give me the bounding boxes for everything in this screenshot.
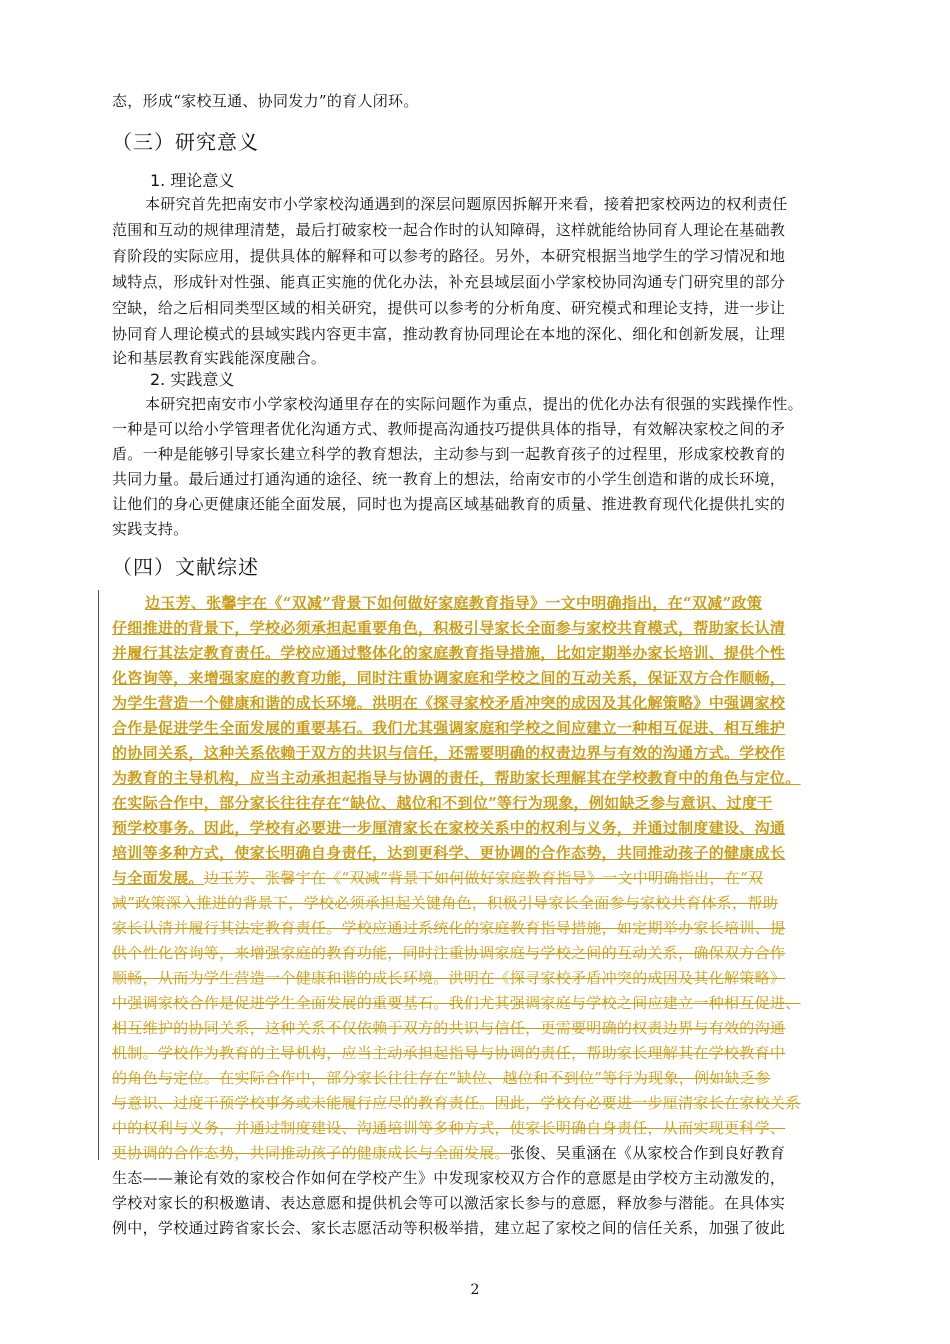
deleted-line: 相互维护的协同关系，这种关系不仅依赖于双方的共识与信任，更需要明确的权责边界与有效的沟通	[112, 1019, 786, 1037]
sub2-title: 2. 实践意义	[150, 370, 235, 389]
text-line: 本研究首先把南安市小学家校沟通遇到的深层问题原因拆解开来看，接着把家校两边的权利责任	[145, 195, 788, 213]
revision-change-bar	[98, 590, 99, 1160]
deleted-line: 与意识、过度干预学校事务或未能履行应尽的教育责任。因此，学校有必要进一步厘清家长在家校关系	[112, 1094, 801, 1112]
deleted-line: 机制。学校作为教育的主导机构，应当主动承担起指导与协调的责任，帮助家长理解其在学校教育中	[112, 1044, 786, 1062]
deleted-line: 顺畅，从而为学生营造一个健康和谐的成长环境。洪明在《探寻家校矛盾冲突的成因及其化解策略》	[112, 969, 786, 987]
text-line: 生态——兼论有效的家校合作如何在学校产生》中发现家校双方合作的意愿是由学校方主动激发的，	[112, 1169, 786, 1187]
deleted-text: 更协调的合作态势，共同推动孩子的健康成长与全面发展。	[112, 1144, 510, 1162]
inserted-line: 在实际合作中，部分家长往往存在“缺位、越位和不到位”等行为现象，例如缺乏参与意识、过度干	[112, 794, 773, 812]
inserted-line: 预学校事务。因此，学校有必要进一步厘清家长在家校关系中的权利与义务，并通过制度建设、沟通	[112, 819, 786, 837]
section4-title: （四）文献综述	[112, 555, 259, 579]
inserted-line: 并履行其法定教育责任。学校应通过整体化的家庭教育指导措施，比如定期举办家长培训、提供个性	[112, 644, 786, 662]
deleted-line: 中强调家校合作是促进学生全面发展的重要基石。我们尤其强调家庭与学校之间应建立一种相互促进、	[112, 994, 801, 1012]
text-line: 本研究把南安市小学家校沟通里存在的实际问题作为重点，提出的优化办法有很强的实践操作性。	[145, 395, 803, 413]
sub1-title: 1. 理论意义	[150, 171, 235, 190]
inserted-line: 为教育的主导机构，应当主动承担起指导与协调的责任，帮助家长理解其在学校教育中的角色与定位。	[112, 769, 801, 787]
inserted-line: 边玉芳、张馨宇在《“双减”背景下如何做好家庭教育指导》一文中明确指出，在“双减”政策	[145, 594, 763, 612]
intro-line: 态，形成“家校互通、协同发力”的育人闭环。	[112, 92, 419, 110]
inserted-line: 合作是促进学生全面发展的重要基石。我们尤其强调家庭和学校之间应建立一种相互促进、相互维护	[112, 719, 786, 737]
inserted-text: 与全面发展。	[112, 869, 204, 887]
text-line: 范围和互动的规律理清楚，最后打破家校一起合作时的认知障碍，这样就能给协同育人理论在基础教	[112, 221, 786, 239]
page-number: 2	[470, 1282, 480, 1298]
inserted-line: 为学生营造一个健康和谐的成长环境。洪明在《探寻家校矛盾冲突的成因及其化解策略》中强调家校	[112, 694, 786, 712]
inserted-line: 的协同关系，这种关系依赖于双方的共识与信任，还需要明确的权责边界与有效的沟通方式。学校作	[112, 744, 786, 762]
text-line: 实践支持。	[112, 520, 189, 538]
deleted-text: 边玉芳、张馨宇在《“双减”背景下如何做好家庭教育指导》一文中明确指出，在“双	[203, 869, 764, 887]
text-line: 育阶段的实际应用，提供具体的解释和可以参考的路径。另外，本研究根据当地学生的学习情况和地	[112, 247, 786, 265]
mixed-line-final	[112, 1142, 872, 1164]
text-line: 学校对家长的积极邀请、表达意愿和提供机会等可以激活家长参与的意愿，释放参与潜能。在具体实	[112, 1194, 786, 1212]
text-line: 一种是可以给小学管理者优化沟通方式、教师提高沟通技巧提供具体的指导，有效解决家校之间的矛	[112, 420, 786, 438]
text-line: 域特点，形成针对性强、能真正实施的优化办法，补充县域层面小学家校协同沟通专门研究里的部分	[112, 273, 786, 291]
text-line: 让他们的身心更健康还能全面发展，同时也为提高区域基础教育的质量、推进教育现代化提供扎实的	[112, 495, 786, 513]
section3-title: （三）研究意义	[112, 130, 259, 154]
text-line: 空缺，给之后相同类型区域的相关研究，提供可以参考的分析角度、研究模式和理论支持，进一步让	[112, 299, 786, 317]
deleted-line: 中的权利与义务，并通过制度建设、沟通培训等多种方式，使家长明确自身责任，从而实现更科学、	[112, 1119, 786, 1137]
normal-text: 张俊、吴重涵在《从家校合作到良好教育	[509, 1144, 786, 1162]
deleted-line: 减”政策深入推进的背景下，学校必须承担起关键角色，积极引导家长全面参与家校共育体系，帮助	[112, 894, 778, 912]
deleted-line: 家长认清并履行其法定教育责任。学校应通过系统化的家庭教育指导措施，如定期举办家长培训、提	[112, 919, 786, 937]
deleted-line: 供个性化咨询等，来增强家庭的教育功能，同时注重协调家庭与学校之间的互动关系，确保双方合作	[112, 944, 786, 962]
text-line: 共同力量。最后通过打通沟通的途径、统一教育上的想法，给南安市的小学生创造和谐的成长环境，	[112, 470, 786, 488]
inserted-line: 仔细推进的背景下，学校必须承担起重要角色，积极引导家长全面参与家校共育模式，帮助家长认清	[112, 619, 786, 637]
inserted-line: 培训等多种方式，使家长明确自身责任，达到更科学、更协调的合作态势，共同推动孩子的健康成长	[112, 844, 786, 862]
mixed-line	[112, 867, 872, 889]
text-line: 协同育人理论模式的县域实践内容更丰富，推动教育协同理论在本地的深化、细化和创新发展，让理	[112, 325, 786, 343]
deleted-line: 的角色与定位。在实际合作中，部分家长往往存在“缺位、越位和不到位”等行为现象，例如缺乏参	[112, 1069, 771, 1087]
text-line: 论和基层教育实践能深度融合。	[112, 349, 327, 367]
text-line: 盾。一种是能够引导家长建立科学的教育想法，主动参与到一起教育孩子的过程里，形成家校教育的	[112, 445, 786, 463]
text-line: 例中，学校通过跨省家长会、家长志愿活动等积极举措，建立起了家校之间的信任关系，加强了彼此	[112, 1219, 786, 1237]
inserted-line: 化咨询等，来增强家庭的教育功能，同时注重协调家庭和学校之间的互动关系，保证双方合作顺畅，	[112, 669, 786, 687]
